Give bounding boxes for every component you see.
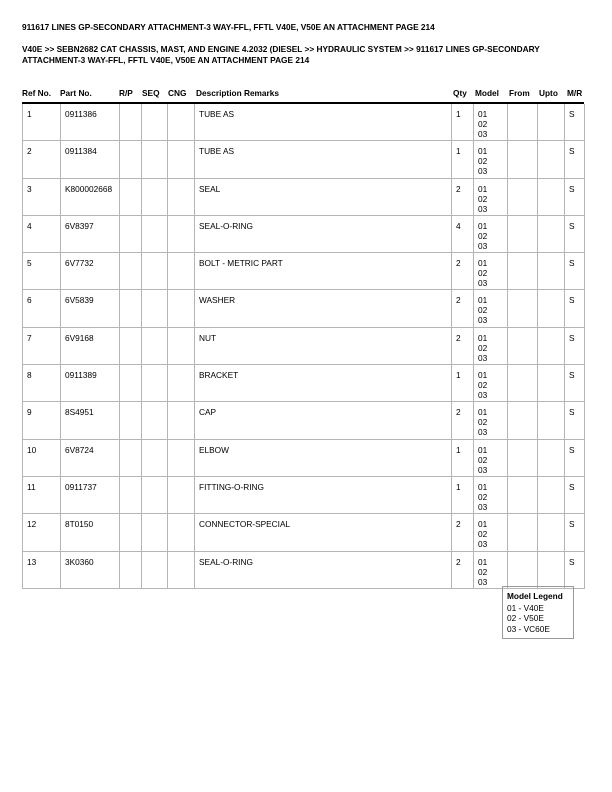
model-code: 03 (478, 464, 488, 475)
from-cell (508, 439, 538, 476)
ref-cell: 12 (23, 514, 61, 551)
seq-cell (142, 290, 168, 327)
part-number-cell: 6V8724 (61, 439, 120, 476)
model-code: 01 (478, 332, 488, 343)
model-cell (474, 476, 508, 513)
from-cell (508, 402, 538, 439)
description-cell: TUBE AS (195, 104, 452, 141)
model-code: 03 (478, 203, 488, 214)
col-qty: Qty (453, 88, 467, 98)
seq-cell (142, 141, 168, 178)
mr-cell: S (565, 215, 585, 252)
ref-cell: 8 (23, 365, 61, 402)
table-row (23, 439, 585, 476)
model-code: 02 (478, 305, 488, 316)
seq-cell (142, 253, 168, 290)
description-cell: TUBE AS (195, 141, 452, 178)
seq-cell (142, 514, 168, 551)
mr-cell: S (565, 290, 585, 327)
upto-cell (538, 141, 565, 178)
model-code: 01 (478, 444, 488, 455)
col-upto: Upto (539, 88, 558, 98)
description-cell: ELBOW (195, 439, 452, 476)
model-code: 01 (478, 109, 488, 119)
cng-cell (168, 253, 195, 290)
model-code: 02 (478, 454, 488, 465)
seq-cell (142, 402, 168, 439)
part-number-cell: 6V7732 (61, 253, 120, 290)
model-code: 02 (478, 156, 488, 167)
upto-cell (538, 253, 565, 290)
qty-cell: 2 (452, 327, 474, 364)
model-cell (474, 141, 508, 178)
upto-cell (538, 290, 565, 327)
model-cell (474, 290, 508, 327)
model-code: 01 (478, 295, 488, 306)
description-cell: BOLT - METRIC PART (195, 253, 452, 290)
ref-cell: 6 (23, 290, 61, 327)
model-code: 01 (478, 481, 488, 492)
from-cell (508, 141, 538, 178)
col-rp: R/P (119, 88, 133, 98)
col-mr: M/R (567, 88, 583, 98)
cng-cell (168, 514, 195, 551)
col-from: From (509, 88, 530, 98)
qty-cell: 2 (452, 178, 474, 215)
model-code: 03 (478, 501, 488, 512)
part-number-cell: 0911386 (61, 104, 120, 141)
model-code: 03 (478, 315, 488, 326)
part-number-cell: 6V5839 (61, 290, 120, 327)
seq-cell (142, 215, 168, 252)
mr-cell: S (565, 178, 585, 215)
qty-cell: 2 (452, 402, 474, 439)
model-code: 01 (478, 370, 488, 381)
ref-cell: 10 (23, 439, 61, 476)
model-code: 01 (478, 556, 488, 567)
table-row (23, 215, 585, 252)
legend-item: 03 - VC60E (507, 623, 550, 634)
table-row (23, 476, 585, 513)
cng-cell (168, 104, 195, 141)
model-code: 02 (478, 342, 488, 353)
upto-cell (538, 215, 565, 252)
table-row (23, 290, 585, 327)
cng-cell (168, 402, 195, 439)
model-cell (474, 439, 508, 476)
model-cell (474, 402, 508, 439)
model-code: 03 (478, 166, 488, 177)
table-row (23, 141, 585, 178)
qty-cell: 1 (452, 439, 474, 476)
ref-cell: 7 (23, 327, 61, 364)
ref-cell: 4 (23, 215, 61, 252)
rp-cell (120, 290, 142, 327)
mr-cell: S (565, 551, 585, 588)
from-cell (508, 476, 538, 513)
model-cell (474, 104, 508, 141)
col-desc: Description Remarks (196, 88, 280, 98)
part-number-cell: 0911737 (61, 476, 120, 513)
rp-cell (120, 439, 142, 476)
breadcrumb: V40E >> SEBN2682 CAT CHASSIS, MAST, AND ENGINE 4.2032 (DIESEL >> HYDRAULIC SYSTEM >> 911617 LINES GP-SECONDARY ATTACHMENT-3 WAY-FFL, FFTL V40E, V50E AN ATTACHMENT PAGE 214 (22, 44, 540, 65)
rp-cell (120, 141, 142, 178)
description-cell: FITTING-O-RING (195, 476, 452, 513)
model-code: 03 (478, 352, 488, 363)
table-header (22, 88, 584, 102)
seq-cell (142, 439, 168, 476)
model-cell (474, 253, 508, 290)
model-code: 02 (478, 268, 488, 279)
upto-cell (538, 178, 565, 215)
ref-cell: 9 (23, 402, 61, 439)
rp-cell (120, 253, 142, 290)
model-cell (474, 551, 508, 588)
page-title: 911617 LINES GP-SECONDARY ATTACHMENT-3 WAY-FFL, FFTL V40E, V50E AN ATTACHMENT PAGE 214 (22, 22, 435, 32)
model-cell (474, 514, 508, 551)
table-row (23, 104, 585, 141)
upto-cell (538, 104, 565, 141)
ref-cell: 3 (23, 178, 61, 215)
mr-cell: S (565, 365, 585, 402)
from-cell (508, 178, 538, 215)
rp-cell (120, 104, 142, 141)
rp-cell (120, 551, 142, 588)
upto-cell (538, 551, 565, 588)
model-code: 02 (478, 491, 488, 502)
model-code: 02 (478, 230, 488, 241)
model-code: 01 (478, 146, 488, 157)
upto-cell (538, 476, 565, 513)
rp-cell (120, 178, 142, 215)
description-cell: NUT (195, 327, 452, 364)
seq-cell (142, 178, 168, 215)
qty-cell: 1 (452, 104, 474, 141)
qty-cell: 2 (452, 551, 474, 588)
from-cell (508, 514, 538, 551)
mr-cell: S (565, 439, 585, 476)
description-cell: BRACKET (195, 365, 452, 402)
cng-cell (168, 327, 195, 364)
model-code: 01 (478, 407, 488, 418)
ref-cell: 11 (23, 476, 61, 513)
col-model: Model (475, 88, 499, 98)
model-cell (474, 365, 508, 402)
from-cell (508, 215, 538, 252)
cng-cell (168, 178, 195, 215)
col-cng: CNG (168, 88, 187, 98)
upto-cell (538, 327, 565, 364)
model-legend (502, 586, 574, 639)
mr-cell: S (565, 402, 585, 439)
cng-cell (168, 290, 195, 327)
rp-cell (120, 215, 142, 252)
legend-item: 01 - V40E (507, 602, 544, 613)
cng-cell (168, 476, 195, 513)
description-cell: SEAL-O-RING (195, 215, 452, 252)
parts-table (22, 104, 585, 589)
upto-cell (538, 365, 565, 402)
seq-cell (142, 476, 168, 513)
table-row (23, 178, 585, 215)
qty-cell: 1 (452, 141, 474, 178)
model-code: 03 (478, 278, 488, 289)
description-cell: SEAL (195, 178, 452, 215)
from-cell (508, 551, 538, 588)
seq-cell (142, 551, 168, 588)
qty-cell: 2 (452, 290, 474, 327)
upto-cell (538, 514, 565, 551)
rp-cell (120, 365, 142, 402)
part-number-cell: K800002668 (61, 178, 120, 215)
ref-cell: 2 (23, 141, 61, 178)
model-code: 03 (478, 427, 488, 438)
model-cell (474, 178, 508, 215)
mr-cell: S (565, 327, 585, 364)
ref-cell: 5 (23, 253, 61, 290)
mr-cell: S (565, 514, 585, 551)
qty-cell: 2 (452, 514, 474, 551)
qty-cell: 2 (452, 253, 474, 290)
part-number-cell: 6V8397 (61, 215, 120, 252)
seq-cell (142, 104, 168, 141)
mr-cell: S (565, 104, 585, 141)
cng-cell (168, 365, 195, 402)
model-code: 01 (478, 519, 488, 530)
col-seq: SEQ (142, 88, 160, 98)
upto-cell (538, 439, 565, 476)
table-row (23, 402, 585, 439)
seq-cell (142, 327, 168, 364)
model-code: 03 (478, 129, 488, 139)
cng-cell (168, 551, 195, 588)
cng-cell (168, 141, 195, 178)
col-ref: Ref No. (22, 88, 52, 98)
from-cell (508, 365, 538, 402)
mr-cell: S (565, 476, 585, 513)
part-number-cell: 6V9168 (61, 327, 120, 364)
model-code: 02 (478, 417, 488, 428)
rp-cell (120, 476, 142, 513)
mr-cell: S (565, 141, 585, 178)
part-number-cell: 0911384 (61, 141, 120, 178)
qty-cell: 1 (452, 365, 474, 402)
legend-item: 02 - V50E (507, 613, 544, 623)
part-number-cell: 8T0150 (61, 514, 120, 551)
seq-cell (142, 365, 168, 402)
from-cell (508, 253, 538, 290)
rp-cell (120, 327, 142, 364)
qty-cell: 1 (452, 476, 474, 513)
rp-cell (120, 514, 142, 551)
qty-cell: 4 (452, 215, 474, 252)
table-row (23, 365, 585, 402)
ref-cell: 1 (23, 104, 61, 141)
description-cell: CAP (195, 402, 452, 439)
description-cell: WASHER (195, 290, 452, 327)
col-part: Part No. (60, 88, 92, 98)
rp-cell (120, 402, 142, 439)
model-code: 02 (478, 193, 488, 204)
model-code: 02 (478, 529, 488, 540)
table-row (23, 253, 585, 290)
description-cell: CONNECTOR-SPECIAL (195, 514, 452, 551)
model-cell (474, 327, 508, 364)
cng-cell (168, 215, 195, 252)
model-code: 02 (478, 119, 488, 129)
table-row (23, 514, 585, 551)
model-cell (474, 215, 508, 252)
model-code: 03 (478, 576, 488, 587)
cng-cell (168, 439, 195, 476)
part-number-cell: 0911389 (61, 365, 120, 402)
model-code: 03 (478, 240, 488, 251)
model-code: 02 (478, 380, 488, 391)
table-row (23, 551, 585, 588)
from-cell (508, 104, 538, 141)
upto-cell (538, 402, 565, 439)
model-code: 01 (478, 220, 488, 231)
model-code: 03 (478, 539, 488, 550)
table-row (23, 327, 585, 364)
model-code: 01 (478, 183, 488, 194)
part-number-cell: 8S4951 (61, 402, 120, 439)
legend-title: Model Legend (507, 591, 563, 601)
from-cell (508, 327, 538, 364)
from-cell (508, 290, 538, 327)
ref-cell: 13 (23, 551, 61, 588)
description-cell: SEAL-O-RING (195, 551, 452, 588)
model-code: 02 (478, 566, 488, 577)
mr-cell: S (565, 253, 585, 290)
part-number-cell: 3K0360 (61, 551, 120, 588)
model-code: 01 (478, 258, 488, 269)
model-code: 03 (478, 390, 488, 401)
